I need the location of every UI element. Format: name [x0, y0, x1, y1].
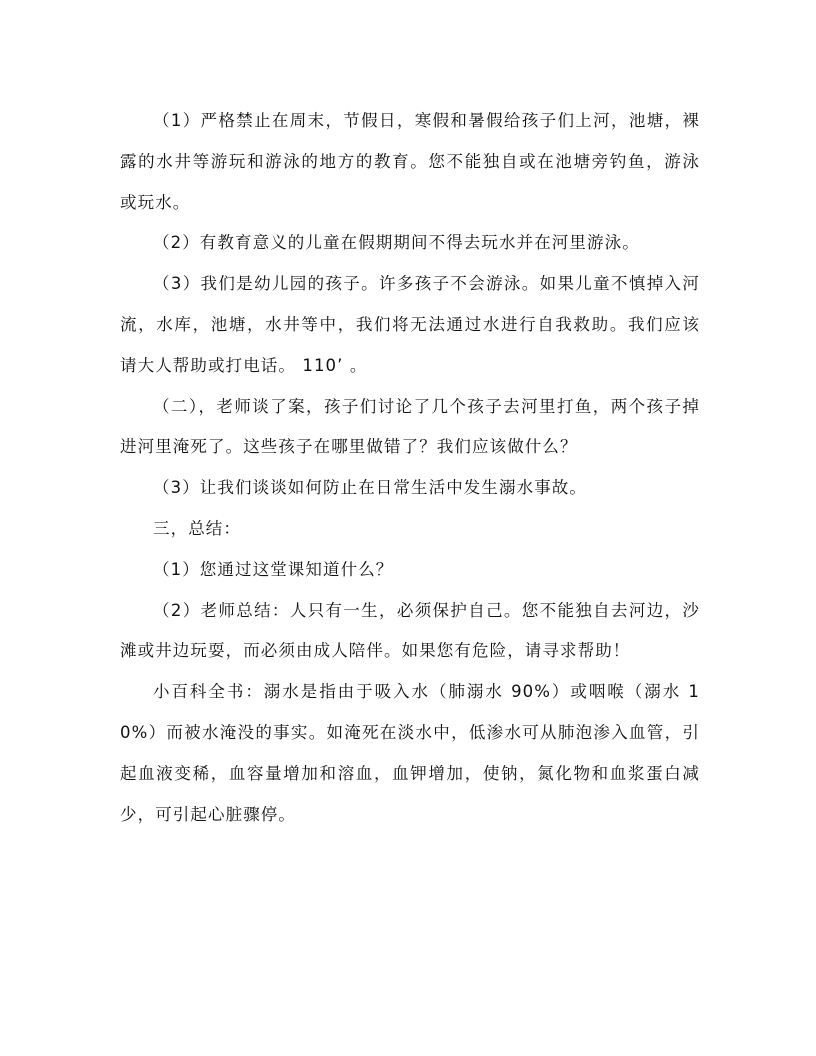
paragraph-rule-3: （3）我们是幼儿园的孩子。许多孩子不会游泳。如果儿童不慎掉入河流，水库，池塘，水井等中，我们将无法通过水进行自我救助。我们应该请大人帮助或打电话。 110’ 。: [120, 274, 700, 375]
paragraph-summary-question: （1）您通过这堂课知道什么？: [153, 559, 394, 579]
paragraph-case-discussion: （二），老师谈了案，孩子们讨论了几个孩子去河里打鱼，两个孩子掉进河里淹死了。这些孩子在哪里做错了？我们应该做什么？: [120, 396, 700, 457]
section-heading-summary: 三，总结：: [153, 518, 241, 538]
paragraph-teacher-summary: （2）老师总结：人只有一生，必须保护自己。您不能独自去河边，沙滩或井边玩耍，而必须由成人陪伴。如果您有危险，请寻求帮助！: [120, 600, 700, 661]
document-body: [120, 101, 700, 835]
paragraph-prevention: （3）让我们谈谈如何防止在日常生活中发生溺水事故。: [153, 478, 587, 498]
paragraph-rule-2: （2）有教育意义的儿童在假期期间不得去玩水并在河里游泳。: [153, 233, 640, 253]
paragraph-rule-1: （1）严格禁止在周末，节假日，寒假和暑假给孩子们上河，池塘，裸露的水井等游玩和游泳的地方的教育。您不能独自或在池塘旁钓鱼，游泳或玩水。: [120, 111, 700, 212]
paragraph-encyclopedia: 小百科全书：溺水是指由于吸入水（肺溺水 90%）或咽喉（溺水 10%）而被水淹没的事实。如淹死在淡水中，低渗水可从肺泡渗入血管，引起血液变稀，血容量增加和溶血，血钾增加，使钠，氮化物和血浆蛋白减少，可引起心脏骤停。: [120, 682, 700, 824]
